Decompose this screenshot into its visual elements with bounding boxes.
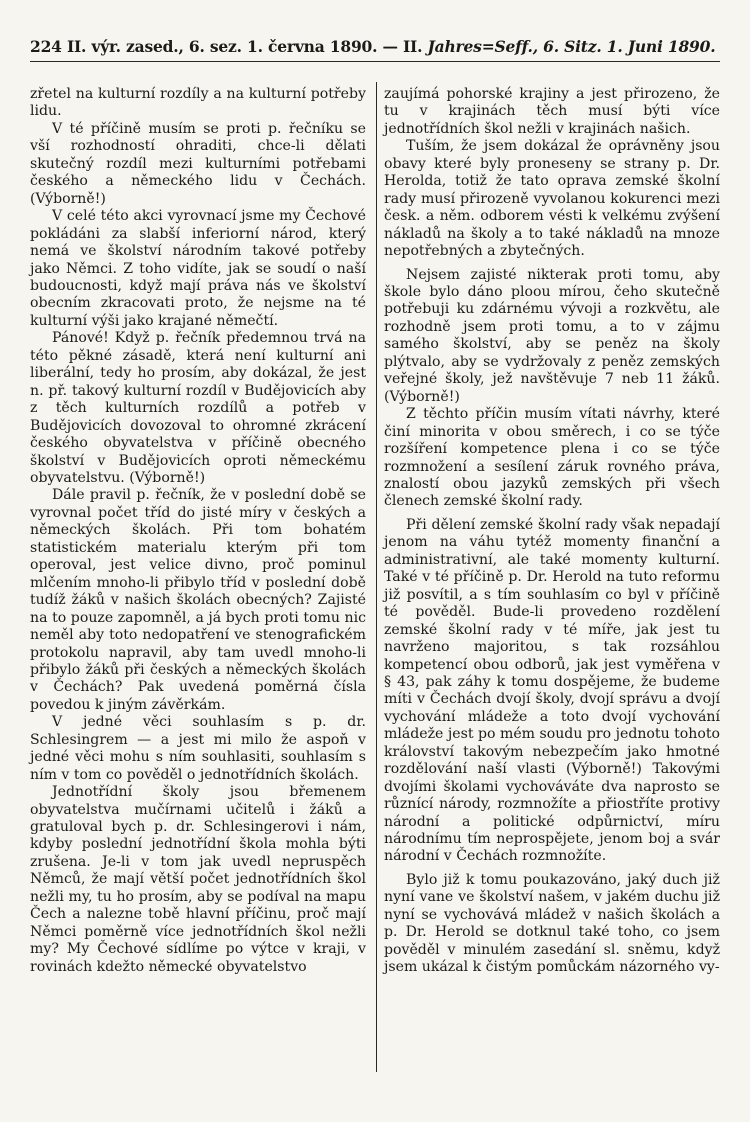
right-column: [384, 86, 720, 977]
left-column: [30, 86, 366, 977]
paragraph: Při dělení zemské školní rady však nepadají jenom na váhu tytéž momenty finanční a administrativní, ale také momenty kulturní. Také v té příčině p. Dr. Herold na tuto reformu již posvítil, a s tím souhlasím co byl v příčině té pověděl. Bude-li provedeno rozdělení zemské školní rady v té míře, jak jest tu navrženo majoritou, s tak rozsáhlou kompetencí obou odborů, jak jest vyměřena v § 43, pak záhy k tomu dospějeme, že budeme míti v Čechách dvojí školy, dvojí správu a dvojí vychování mládeže a toto dvojí vychování mládeže jest po mém soudu pro jednotu tohoto království takovým nebezpečím jako hmotné rozdělování naší vlasti (Výborně!) Takovými dvojími školami vychováváte dva naprosto se různící národy, rozmnožíte a přiostříte protivy národní a politické odpůrnictví, míru národnímu tím neprospějete, jenom boj a svár národní v Čechách rozmnožíte.: [384, 516, 720, 865]
paragraph: Tuším, že jsem dokázal že oprávněny jsou obavy které byly proneseny se strany p. Dr. Herolda, totiž že tato oprava zemské školní rady musí přirozeně vyvolanou kokurenci mezi česk. a něm. odborem vésti k velkému zvýšení nákladů na školy a to také nákladů na mnoze nepotřebných a zbytečných.: [384, 138, 720, 260]
paragraph: V té příčině musím se proti p. řečníku se vší rozhodností ohraditi, chce-li dělati skutečný rozdíl mezi kulturními potřebami českého a německého lidu v Čechách. (Výborně!): [30, 120, 366, 207]
paragraph: zaujímá pohorské krajiny a jest přirozeno, že tu v krajinách těch musí býti více jednotřídních škol nežli v krajinách našich.: [384, 86, 720, 137]
paragraph: Nejsem zajisté nikterak proti tomu, aby škole bylo dáno ploou mírou, čeho skutečně potřebuji ku zdárnému vývoji a rozkvětu, ale rozhodně jsem proti tomu, a to v zájmu samého školství, aby se peněz na školy plýtvalo, aby se vydržovaly z peněz zemských veřejné školy, jež navštěvuje 7 neb 11 žáků. (Výborně!): [384, 266, 720, 405]
paragraph: Bylo již k tomu poukazováno, jaký duch již nyní vane ve školství našem, v jakém duchu již nyní se vychovává mládež v našich školách a p. Dr. Herold se dotknul také toho, co jsem pověděl v minulém zasedání sl. sněmu, když jsem ukázal k čistým pomůckám názorného vy-: [384, 871, 720, 976]
page: [30, 36, 720, 977]
paragraph: V jedné věci souhlasím s p. dr. Schlesingrem — a jest mi milo že aspoň v jedné věci mohu s ním souhlasiti, souhlasím s ním v tom co pověděl o jednotřídních školách.: [30, 714, 366, 783]
header-czech: 224 II. výr. zased., 6. sez. 1. června 1890. — II.: [30, 37, 423, 56]
paragraph: zřetel na kulturní rozdíly a na kulturní potřeby lidu.: [30, 86, 366, 120]
header-german: Jahres=Seff., 6. Sitz. 1. Juni 1890.: [427, 37, 716, 56]
column-divider: [376, 82, 377, 1072]
text-columns: [30, 86, 720, 977]
paragraph: Jednotřídní školy jsou břemenem obyvatelstva mučírnami učitelů i žáků a gratuloval bych p. dr. Schlesingerovi i nám, kdyby poslední jednotřídní škola mohla býti zrušena. Je-li v tom jak uvedl nepruspěch Němců, že mají větší počet jednotřídních škol nežli my, tu ho prosím, aby se podíval na mapu Čech a nalezne tobě hlavní příčinu, proč mají Němci poměrně více jednotřídních škol nežli my? My Čechové sídlíme po výtce v kraji, v rovinách kdežto německé obyvatelstvo: [30, 784, 366, 975]
running-header: [30, 36, 720, 62]
paragraph: Dále pravil p. řečník, že v poslední době se vyrovnal počet tříd do jisté míry v českých a německých školách. Při tom bohatém statistickém materialu kterým při tom operoval, jest velice divno, proč pominul mlčením mnoho-li přibylo tříd v poslední době tudíž žáků v našich školách obecných? Zajisté na to pouze zapomněl, a já bych proti tomu nic neměl aby toto nedopatření ve stenografickém protokolu napravil, aby tam uvedl mnoho-li přibylo žáků při českých a německých školách v Čechách? Pak uvedená poměrná čísla povedou k jiným závěrkám.: [30, 487, 366, 713]
paragraph: Pánové! Když p. řečník předemnou trvá na této pěkné zásadě, která není kulturní ani liberální, tedy ho prosím, aby dokázal, že jest n. př. takový kulturní rozdíl v Budějovicích aby z těch kulturních rozdílů a potřeb v Budějovicích dovozoval to ohromné zkrácení českého obyvatelstva v příčině obecného školství v Budějovicích oproti německému obyvatelstvu. (Výborně!): [30, 330, 366, 486]
paragraph: V celé této akci vyrovnací jsme my Čechové pokládáni za slabší inferiorní národ, který nemá ve školství národním takové potřeby jako Němci. Z toho vidíte, jak se soudí o naší budoucnosti, když mají práva nás ve školství obecním zkracovati proto, že nejsme na té kulturní výši jako krajané němečtí.: [30, 208, 366, 329]
paragraph: Z těchto příčin musím vítati návrhy, které činí minorita v obou směrech, i co se týče rozšíření kompetence plena i co se týče rozmnožení a sesílení záruk rovného práva, znalostí obou jazyků zemských při všech členech zemské školní rady.: [384, 406, 720, 510]
